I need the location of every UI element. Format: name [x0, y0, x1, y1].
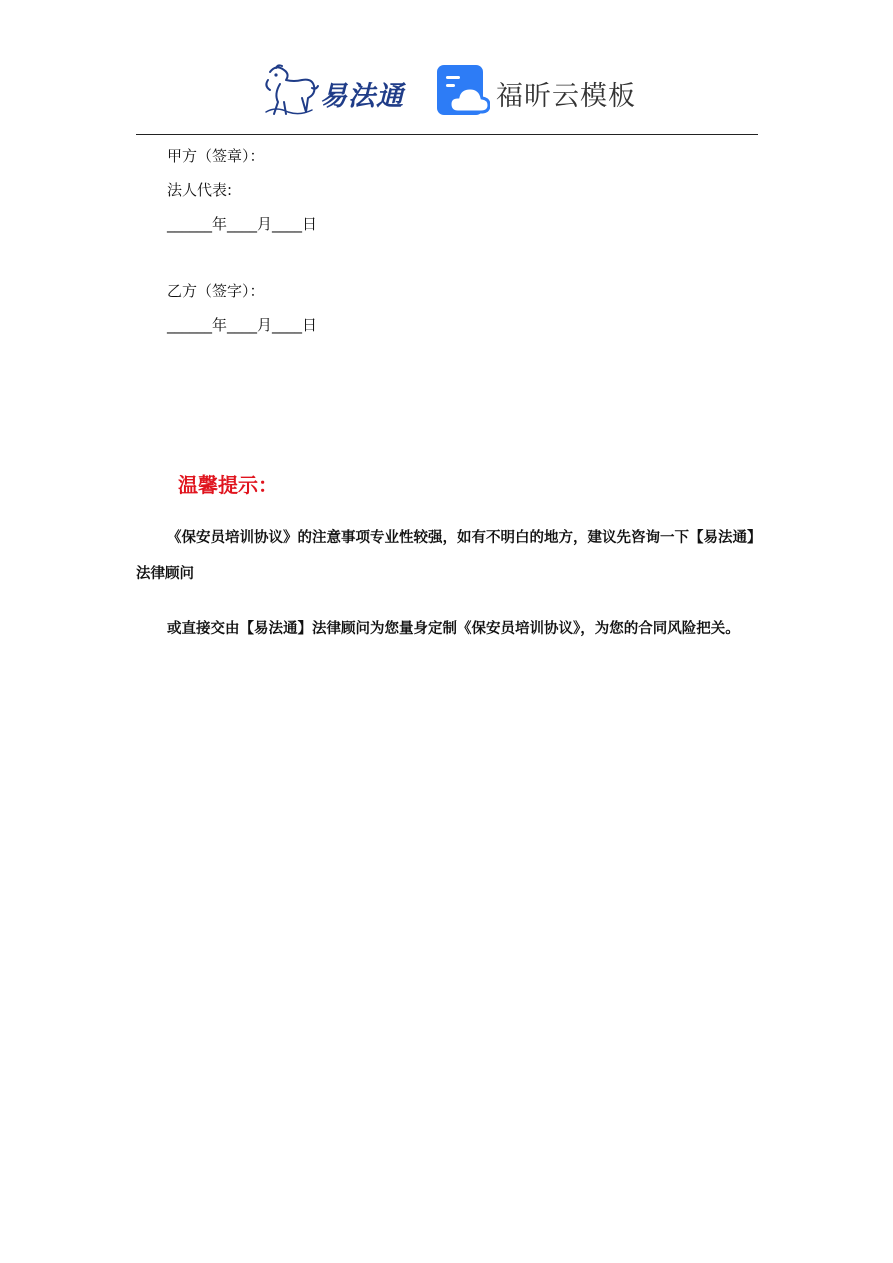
tip-paragraph-1-text: 《保安员培训协议》的注意事项专业性较强，如有不明白的地方，建议先咨询一下【易法通】法律顾问	[136, 529, 762, 582]
tip-paragraph-2-text: 或直接交由【易法通】法律顾问为您量身定制《保安员培训协议》，为您的合同风险把关。	[167, 620, 740, 637]
fuxin-logo-text: 福昕云模板	[496, 81, 636, 112]
tip-title: 温馨提示：	[178, 473, 278, 497]
header-logos	[0, 58, 893, 124]
legal-representative-label: 法人代表:	[167, 181, 233, 199]
party-b-signature-label: 乙方（签字）：	[167, 282, 265, 300]
tip-paragraph-2	[136, 611, 766, 647]
party-a-signature-label: 甲方（签章）：	[167, 147, 265, 165]
yifatong-logo-text: 易法通	[320, 81, 404, 112]
qilin-icon	[262, 62, 320, 118]
fuxin-logo	[436, 64, 636, 118]
tip-paragraph-1	[136, 520, 766, 592]
party-a-date-line: ______年____月____日	[167, 215, 318, 233]
party-b-date-line: ______年____月____日	[167, 316, 318, 334]
yifatong-logo	[262, 62, 412, 118]
cloud-document-icon	[436, 64, 490, 118]
header-divider	[136, 134, 758, 135]
